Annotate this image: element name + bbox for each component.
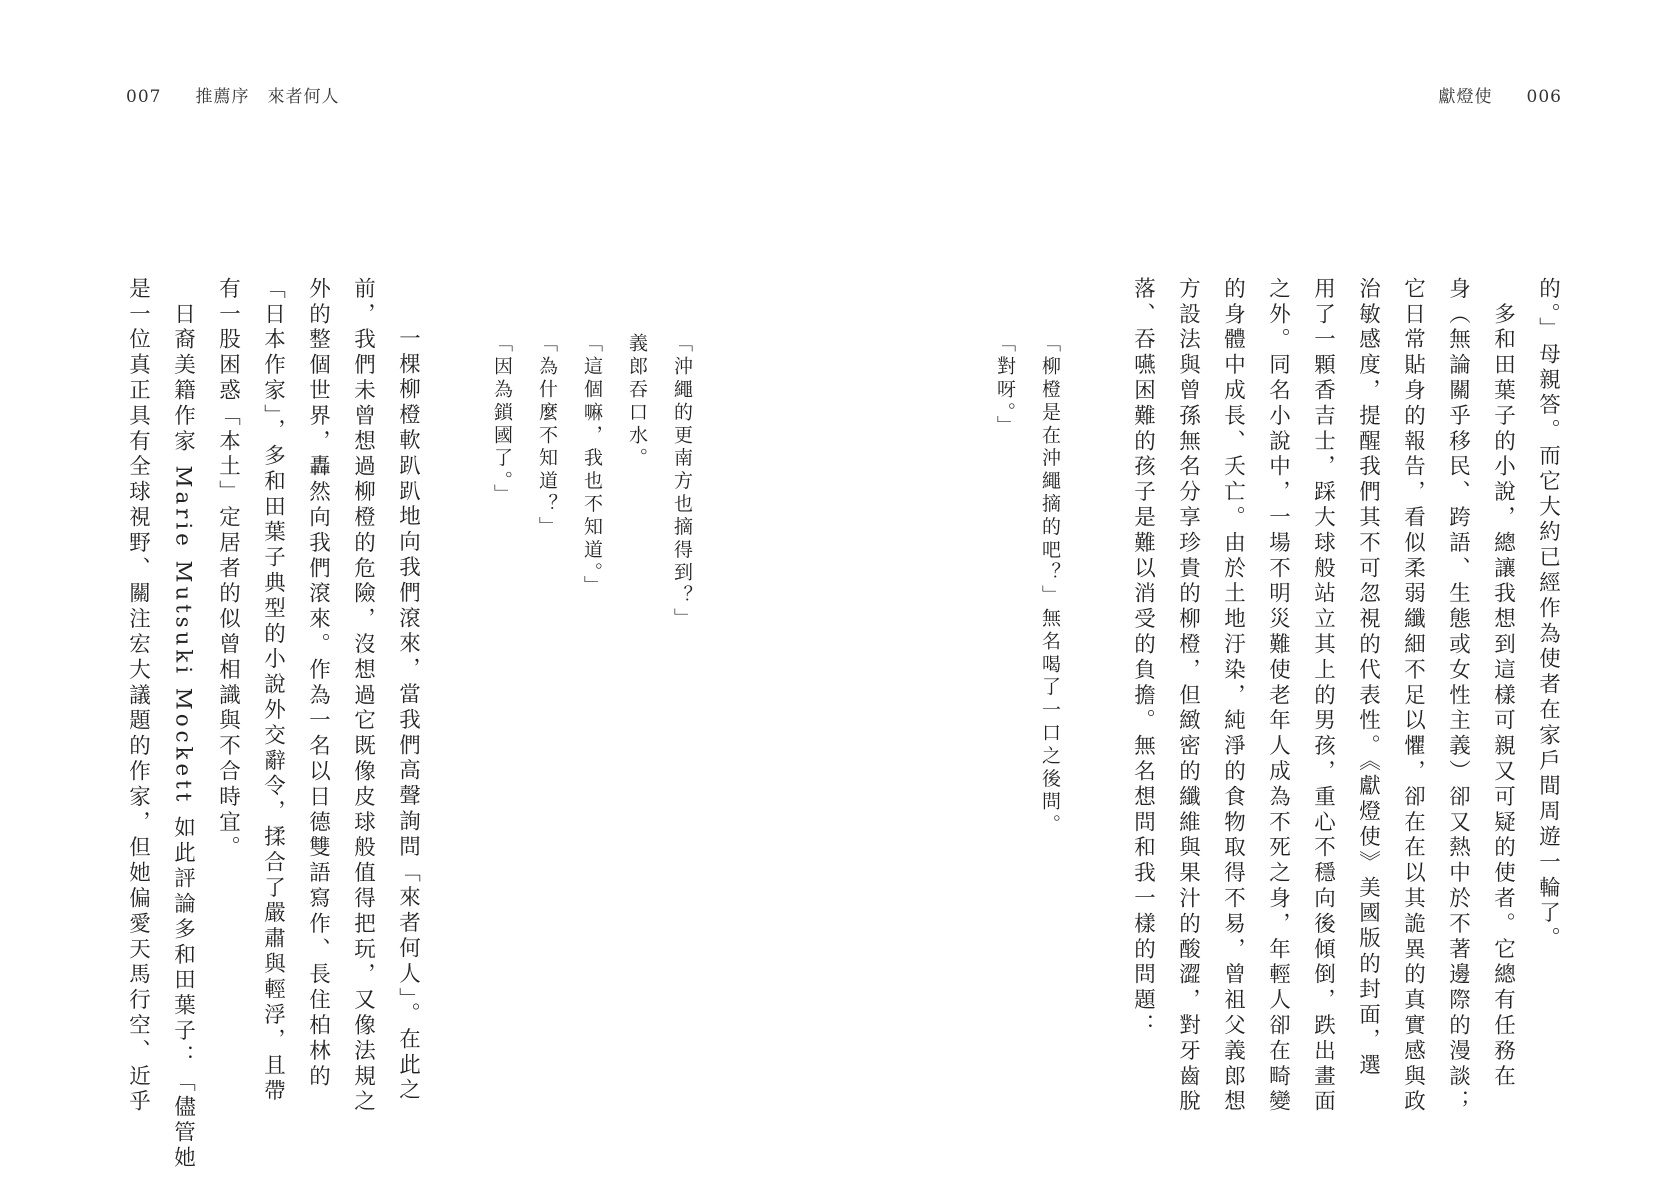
left-section-title: 來者何人 [267,87,340,107]
left-dialog-line: 義郎吞口水。 [626,333,648,471]
right-page-number: 006 [1526,87,1562,107]
left-text-column: 「日本作家」，多和田葉子典型的小說外交辭令，揉合了嚴肅與輕浮，且帶 [260,277,286,1105]
right-dialog-line: 「柳橙是在沖繩摘的吧？」無名喝了一口之後問。 [1039,333,1061,837]
left-dialog-line: 「因為鎖國了。」 [491,333,513,507]
right-page-header [1439,82,1562,107]
right-text-column: 用了一顆香吉士，踩大球般站立其上的男孩，重心不穩向後傾倒，跌出畫面 [1310,277,1336,1116]
left-text-column: 日裔美籍作家 Marie Mutsuki Mockett 如此評論多和田葉子：「儘管她 [170,277,196,1172]
right-text-column: 身（無論關乎移民、跨語、生態或女性主義）卻又熱中於不著邊際的漫談； [1445,277,1471,1116]
left-text-column: 外的整個世界，轟然向我們滾來。作為一名以日德雙語寫作、長住柏林的 [305,277,331,1090]
right-text-column: 方設法與曾孫無名分享珍貴的柳橙，但緻密的纖維與果汁的酸澀，對牙齒脫 [1175,277,1201,1116]
left-page-number: 007 [126,87,162,107]
left-dialog-line: 「為什麼不知道？」 [536,333,558,540]
left-text-column: 一棵柳橙軟趴趴地向我們滾來，當我們高聲詢問「來者何人」。在此之 [395,327,421,1104]
left-text-column: 是一位真正具有全球視野、關注宏大議題的作家，但她偏愛天馬行空、近乎 [125,277,151,1116]
left-dialog-line: 「沖繩的更南方也摘得到？」 [671,333,693,631]
right-text-column: 落、吞嚥困難的孩子是難以消受的負擔。無名想問和我一樣的問題： [1130,277,1156,1039]
left-section-label: 推薦序 [195,87,250,107]
left-dialog-line: 「這個嘛，我也不知道。」 [581,333,603,599]
right-text-column: 的。」母親答。而它大約已經作為使者在家戶間周遊一輪了。 [1535,277,1561,953]
right-dialog-line: 「對呀。」 [994,333,1016,438]
left-text-column: 前，我們未曾想過柳橙的危險，沒想過它既像皮球般值得把玩，又像法規之 [350,277,376,1116]
right-book-title: 獻燈使 [1438,87,1493,107]
right-text-column: 治敏感度，提醒我們其不可忽視的代表性。《獻燈使》美國版的封面，選 [1355,277,1381,1080]
right-text-column: 它日常貼身的報告，看似柔弱纖細不足以懼，卻在在以其詭異的真實感與政 [1400,277,1426,1116]
right-text-column: 多和田葉子的小說，總讓我想到這樣可親又可疑的使者。它總有任務在 [1490,277,1516,1090]
right-text-column: 的身體中成長、夭亡。由於土地汙染，純淨的食物取得不易，曾祖父義郎想 [1220,277,1246,1116]
left-page-header [126,82,339,107]
right-text-column: 之外。同名小說中，一場不明災難使老年人成為不死之身，年輕人卻在畸變 [1265,277,1291,1116]
left-text-column: 有一股困惑「本土」定居者的似曾相識與不合時宜。 [215,277,241,862]
